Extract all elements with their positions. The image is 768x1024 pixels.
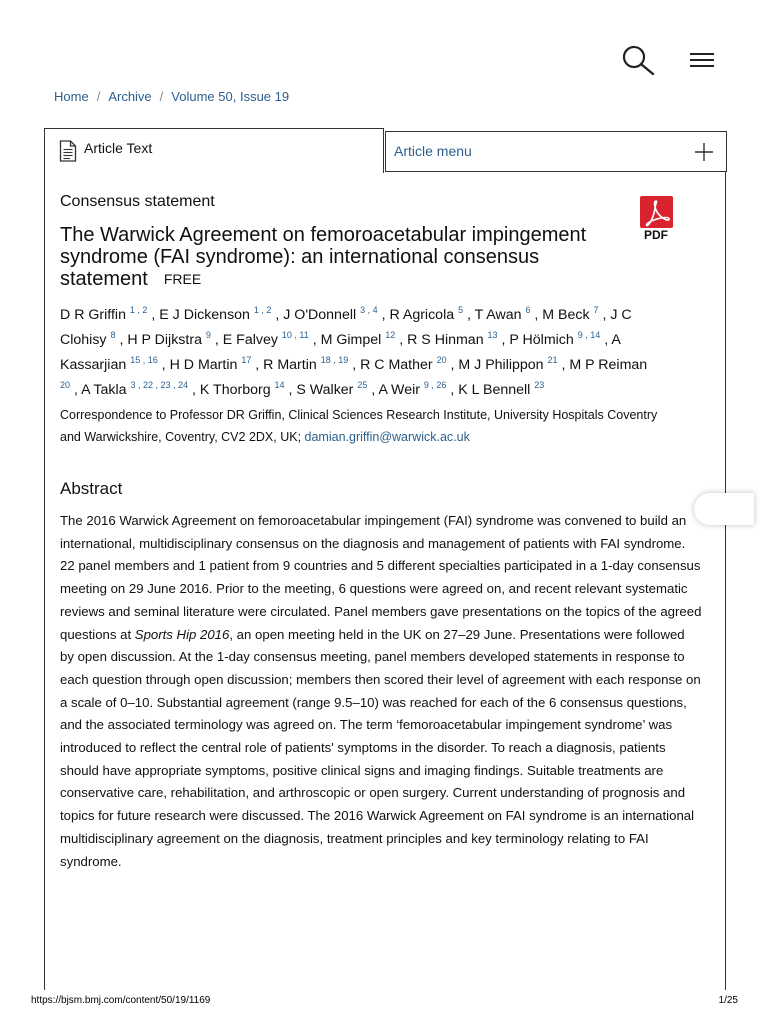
- tab-article-text-label: Article Text: [84, 140, 153, 156]
- article-title-text: The Warwick Agreement on femoroacetabular impingement syndrome (FAI syndrome): an international consensus statement: [60, 224, 587, 290]
- abstract-text: [60, 510, 702, 873]
- print-page-number: 1/25: [718, 995, 738, 1006]
- author-name-link[interactable]: J O'Donnell: [283, 307, 357, 323]
- search-icon[interactable]: [620, 44, 656, 76]
- author-name-link[interactable]: A Weir: [378, 382, 420, 398]
- article-title: [60, 224, 600, 290]
- author-affiliation-ref[interactable]: 13: [487, 330, 498, 340]
- article-menu-label: Article menu: [394, 143, 472, 159]
- author-affiliation-ref[interactable]: 1 , 2: [129, 305, 148, 315]
- article-type: Consensus statement: [60, 193, 215, 210]
- author-affiliation-ref[interactable]: 9 , 26: [423, 380, 447, 390]
- author-affiliation-ref[interactable]: 23: [534, 380, 545, 390]
- tab-article-text[interactable]: [44, 128, 384, 173]
- author-name-link[interactable]: R S Hinman: [407, 332, 484, 348]
- author-affiliation-ref[interactable]: 21: [547, 355, 558, 365]
- document-icon: [59, 140, 77, 162]
- author-name-link[interactable]: A Takla: [81, 382, 127, 398]
- abstract-text-part: The 2016 Warwick Agreement on femoroacetabular impingement (FAI) syndrome was convened to build an international, multidisciplinary consensus on the diagnosis and management of patients with FAI syndrome. 22 panel members and 1 patient from 9 countries and 5 different specialties participated in a 1-day consensus meeting on 29 June 2016. Prior to the meeting, 6 questions were agreed on, and recent relevant systematic reviews and seminal literature were circulated. Panel members gave presentations on the topics of the agreed questions at: [60, 513, 702, 642]
- author-affiliation-ref[interactable]: 14: [274, 380, 285, 390]
- author-name-link[interactable]: S Walker: [296, 382, 354, 398]
- correspondence-text: Correspondence to Professor DR Griffin, Clinical Sciences Research Institute, University Hospitals Coventry and Warwickshire, Coventry, CV2 2DX, UK;: [60, 408, 658, 444]
- breadcrumb-archive[interactable]: Archive: [108, 89, 152, 104]
- author-list: D R Griffin $^{1 , 2}$ , E J Dickenson $^{1 , 2}$ , J O'Donnell $^{3 , 4}$ , R Agricola $^5$ , T Awan $^6$ , M Beck $^7$ , J C Clohisy $^8$ , H P Dijkstra $^9$ , E Falvey $^{10 , 11}$ , M Gimpel $^{12}$ , R S Hinman $^{13}$ , P Hölmich $^{9 , 14}$ , A Kassarjian $^{15 , 16}$ , H D Martin $^{17}$ , R Martin $^{18 , 19}$ , R C Mather $^{20}$ , M J Philippon $^{21}$ , M P Reiman $^{20}$ , A Takla $^{3 , 22 , 23 , 24}$ , K Thorborg $^{14}$ , S Walker $^{25}$ , A Weir $^{9 , 26}$ , K L Bennell $^{23}$: [60, 305, 648, 398]
- author-affiliation-ref[interactable]: 9: [205, 330, 211, 340]
- author-name-link[interactable]: D R Griffin: [60, 307, 126, 323]
- author-affiliation-ref[interactable]: 1 , 2: [253, 305, 272, 315]
- author-affiliation-ref[interactable]: 18 , 19: [320, 355, 349, 365]
- author-affiliation-ref[interactable]: 3 , 22 , 23 , 24: [130, 380, 189, 390]
- breadcrumb-separator: /: [159, 89, 164, 104]
- author-name-link[interactable]: A Kassarjian: [60, 332, 621, 373]
- author-name-link[interactable]: K L Bennell: [458, 382, 531, 398]
- author-affiliation-ref[interactable]: 20: [60, 380, 71, 390]
- author-affiliation-ref[interactable]: 20: [436, 355, 447, 365]
- author-affiliation-ref[interactable]: 17: [241, 355, 252, 365]
- pdf-label: PDF: [644, 228, 668, 242]
- abstract-meeting-name: Sports Hip 2016: [134, 626, 230, 642]
- author-name-link[interactable]: K Thorborg: [199, 382, 271, 398]
- abstract-text-part: , an open meeting held in the UK on 27–29 June. Presentations were followed by open discussion. At the 1-day consensus meeting, panel members developed statements in response to each question through open discussion; members then scored their level of agreement with each response on a scale of 0–10. Substantial agreement (range 9.5–10) was reached for each of the 6 consensus questions, and the associated terminology was agreed on. The term ‘femoroacetabular impingement syndrome’ was introduced to reflect the central role of patients' symptoms in the disorder. To reach a diagnosis, patients should have appropriate symptoms, positive clinical signs and imaging findings. Suitable treatments are conservative care, rehabilitation, and arthroscopic or open surgery. Current understanding of prognosis and topics for future research were discussed. The 2016 Warwick Agreement on FAI syndrome is an international multidisciplinary agreement on the diagnosis, treatment principles and key terminology relating to FAI syndrome.: [60, 626, 701, 869]
- author-name-link[interactable]: H D Martin: [169, 357, 238, 373]
- author-name-link[interactable]: M J Philippon: [458, 357, 544, 373]
- author-name-link[interactable]: E Falvey: [222, 332, 278, 348]
- abstract-heading: Abstract: [60, 479, 123, 498]
- content-frame-border: [725, 172, 726, 990]
- breadcrumb: [54, 89, 289, 104]
- author-name-link[interactable]: R Martin: [263, 357, 317, 373]
- free-access-badge: FREE: [163, 271, 202, 287]
- author-affiliation-ref[interactable]: 3 , 4: [360, 305, 378, 315]
- author-name-link[interactable]: P Hölmich: [509, 332, 574, 348]
- breadcrumb-volume[interactable]: Volume 50, Issue 19: [171, 89, 290, 104]
- author-name-link[interactable]: R Agricola: [389, 307, 455, 323]
- author-name-link[interactable]: H P Dijkstra: [127, 332, 202, 348]
- author-name-link[interactable]: M Beck: [542, 307, 590, 323]
- content-frame-border: [44, 172, 45, 990]
- author-affiliation-ref[interactable]: 8: [110, 330, 116, 340]
- author-affiliation-ref[interactable]: 15 , 16: [130, 355, 158, 365]
- article-menu-toggle[interactable]: [385, 131, 727, 172]
- author-affiliation-ref[interactable]: 7: [593, 305, 599, 315]
- breadcrumb-separator: /: [96, 89, 101, 104]
- hamburger-menu-icon[interactable]: [688, 50, 716, 72]
- author-affiliation-ref[interactable]: 10 , 11: [281, 330, 309, 340]
- author-affiliation-ref[interactable]: 5: [458, 305, 464, 315]
- pdf-icon: [640, 196, 673, 228]
- author-affiliation-ref[interactable]: 6: [525, 305, 531, 315]
- breadcrumb-home[interactable]: Home: [54, 89, 89, 104]
- author-name-link[interactable]: M Gimpel: [320, 332, 382, 348]
- author-name-link[interactable]: J C Clohisy: [60, 307, 632, 348]
- author-name-link[interactable]: R C Mather: [360, 357, 433, 373]
- author-affiliation-ref[interactable]: 25: [357, 380, 368, 390]
- author-affiliation-ref[interactable]: 12: [385, 330, 396, 340]
- print-url: https://bjsm.bmj.com/content/50/19/1169: [31, 995, 211, 1006]
- plus-icon: [693, 141, 715, 163]
- correspondence-email-link[interactable]: damian.griffin@warwick.ac.uk: [304, 430, 470, 444]
- author-name-link[interactable]: T Awan: [474, 307, 522, 323]
- author-name-link[interactable]: E J Dickenson: [159, 307, 250, 323]
- author-affiliation-ref[interactable]: 9 , 14: [577, 330, 601, 340]
- pdf-download-link[interactable]: [636, 195, 676, 245]
- author-name-link[interactable]: M P Reiman: [569, 357, 648, 373]
- floating-side-tab[interactable]: [694, 493, 754, 525]
- correspondence: [60, 404, 660, 448]
